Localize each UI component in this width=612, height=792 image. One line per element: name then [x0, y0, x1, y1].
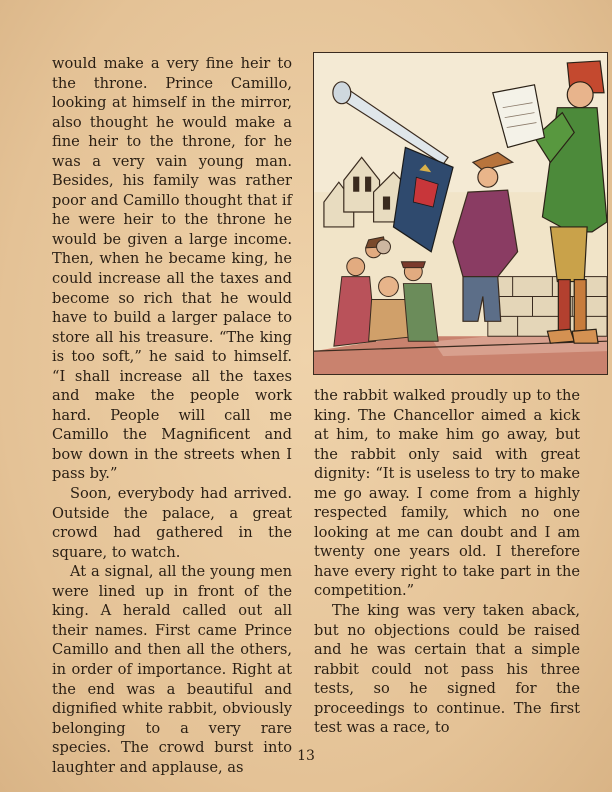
left-text-column — [52, 54, 292, 777]
page-number: 13 — [297, 748, 315, 764]
illustration-drawing — [314, 53, 607, 374]
paragraph: Soon, everybody had arrived. Outside the palace, a great crowd had gathered in the square, to watch. — [52, 485, 292, 561]
stone-wall — [488, 277, 607, 337]
right-text-column — [314, 386, 580, 738]
paragraph: would make a very fine heir to the throne. Prince Camillo, looking at himself in the mirror, also thought he would make a fine heir to the throne, for he was a very vain young man. Besides, his family was rather poor and Camillo thought that if he were heir to the throne he would be given a large income. Then, when he became king, he could increase all the taxes and become so rich that he would have to build a larger palace to store all his treasure. “The king is too soft,” he said to himself. “I shall increase all the taxes and make the people work hard. People will call me Camillo the Magnificent and bow down in the streets when I pass by.” — [52, 55, 292, 483]
paragraph: The king was very taken aback, but no objections could be raised and he was certain that a simple rabbit could not pass his three tests, so he signed for the proceedings to continue. The first test was a race, to — [314, 602, 580, 737]
paragraph: the rabbit walked proudly up to the king. The Chancellor aimed a kick at him, to make him go away, but the rabbit only said with great dignity: “It is useless to try to make me go away. I come from a highly respected family, which no one looking at me can doubt and I am twenty one years old. I therefore have every right to take part in the competition.” — [314, 387, 580, 600]
paragraph: At a signal, all the young men were lined up in front of the king. A herald called out all their names. First came Prince Camillo and then all the others, in order of importance. Right at the end was a beautiful and dignified white rabbit, obviously belonging to a very rare species. The crowd burst into laughter and applause, as — [52, 563, 292, 776]
herald-illustration — [313, 52, 608, 375]
